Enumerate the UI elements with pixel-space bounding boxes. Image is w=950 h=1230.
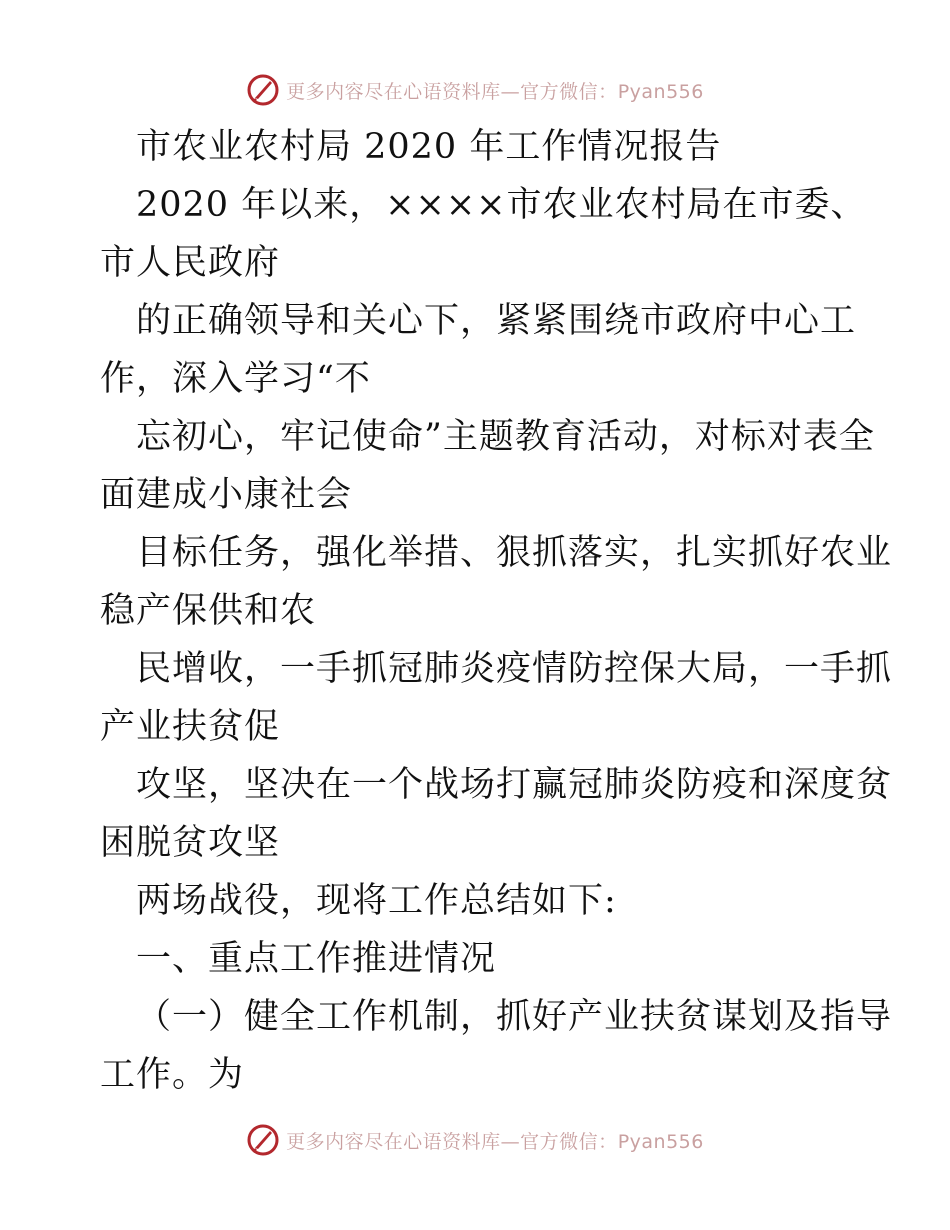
text-line: 市人民政府 [100, 243, 281, 283]
text-line: 一、重点工作推进情况 [136, 939, 497, 979]
text-line: 忘初心，牢记使命”主题教育活动，对标对表全 [136, 417, 875, 457]
watermark-text: 更多内容尽在心语资料库—官方微信：Pyan556 [286, 80, 704, 103]
quill-logo-icon [246, 73, 280, 107]
text-line: 目标任务，强化举措、狠抓落实，扎实抓好农业 [136, 533, 893, 573]
text-line: 市农业农村局 2020 年工作情况报告 [136, 127, 722, 167]
text-line: 两场战役，现将工作总结如下: [136, 881, 617, 921]
quill-logo-icon [246, 1123, 280, 1157]
text-line: 产业扶贫促 [100, 707, 281, 747]
watermark-text: 更多内容尽在心语资料库—官方微信：Pyan556 [286, 1130, 704, 1153]
watermark-header [0, 70, 950, 110]
text-line: 2020 年以来，××××市农业农村局在市委、 [136, 185, 867, 225]
text-line: （一）健全工作机制，抓好产业扶贫谋划及指导 [136, 997, 893, 1037]
text-line: 民增收，一手抓冠肺炎疫情防控保大局，一手抓 [136, 649, 893, 689]
text-line: 工作。为 [100, 1055, 245, 1095]
watermark-footer [0, 1120, 950, 1160]
text-line: 的正确领导和关心下，紧紧围绕市政府中心工 [136, 301, 857, 341]
text-line: 面建成小康社会 [100, 475, 353, 515]
text-line: 攻坚，坚决在一个战场打赢冠肺炎防疫和深度贫 [136, 765, 893, 805]
text-line: 作，深入学习“不 [100, 359, 371, 399]
text-line: 稳产保供和农 [100, 591, 317, 631]
document-body [100, 118, 893, 1104]
text-line: 困脱贫攻坚 [100, 823, 281, 863]
